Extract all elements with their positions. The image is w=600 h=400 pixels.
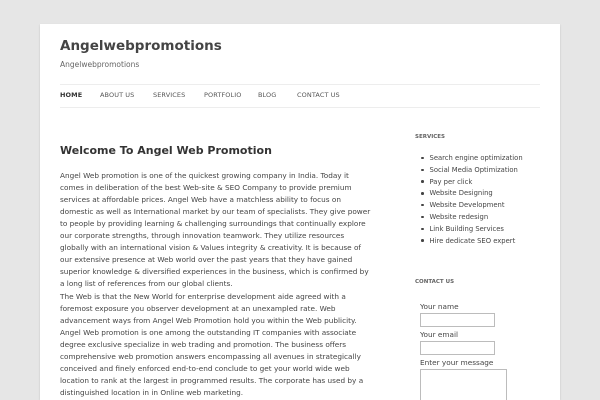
intro-paragraph <box>60 170 372 290</box>
message-textarea[interactable] <box>420 369 507 400</box>
service-link-development[interactable]: Website Development <box>421 200 523 212</box>
services-widget-title: SERVICES <box>415 134 446 140</box>
nav-item-blog[interactable]: BLOG <box>258 91 277 99</box>
web-paragraph <box>60 291 372 399</box>
services-list <box>421 153 523 247</box>
service-link-smo[interactable]: Social Media Optimization <box>421 165 523 177</box>
nav-item-services[interactable]: SERVICES <box>153 91 186 99</box>
service-link-designing[interactable]: Website Designing <box>421 188 523 200</box>
paragraph-text: Angel Web promotion is one of the quickest growing company in India. Today it comes in deliberation of the best Web-site & SEO Company to provide premium services at affordable prices. Angel Web have a matchless ability to focus on domestic as well as International market by our team of specialists. They give power to people by providing learning & challenging surroundings that continually explore our corporate strengths, through innovation teamwork. They utilize resources globally with an international vision & Values integrity & creativity. It is because of our extensive presence at Web world over the past years that they have gained superior knowledge & diversified experiences in the business, which is confirmed by a long list of references from our global clients. <box>60 171 371 288</box>
nav-item-about-us[interactable]: ABOUT US <box>100 91 135 99</box>
email-field[interactable] <box>420 341 495 355</box>
nav-item-home[interactable]: HOME <box>60 91 83 99</box>
page-container <box>40 24 560 400</box>
service-link-ppc[interactable]: Pay per click <box>421 177 523 189</box>
main-nav <box>60 84 540 108</box>
site-title[interactable]: Angelwebpromotions <box>60 38 222 54</box>
service-link-redesign[interactable]: Website redesign <box>421 212 523 224</box>
contact-widget-title: CONTACT US <box>415 279 455 285</box>
page-title: Welcome To Angel Web Promotion <box>60 144 272 157</box>
nav-item-contact-us[interactable]: CONTACT US <box>297 91 340 99</box>
site-tagline: Angelwebpromotions <box>60 60 140 69</box>
message-label: Enter your message <box>420 358 494 367</box>
service-link-hire-seo[interactable]: Hire dedicate SEO expert <box>421 236 523 248</box>
nav-item-portfolio[interactable]: PORTFOLIO <box>204 91 242 99</box>
name-field[interactable] <box>420 313 495 327</box>
service-link-link-building[interactable]: Link Building Services <box>421 224 523 236</box>
service-link-seo[interactable]: Search engine optimization <box>421 153 523 165</box>
paragraph-text: The Web is that the New World for enterprise development aide agreed with a foremost exposure you observer development at an unexampled rate. Web advancement ways from Angel Web Promotion hold you within the Web publicity. Angel Web promotion is one among the outstanding IT companies with associate degree exclusive specialize in web trading and promotion. The business offers comprehensive web promotion answers encompassing all avenues in strategically conceived and finely enforced end-to-end conclude to get your world wide web location to rank at the largest in programmed results. The corporate has used by a distinguished location in in Online web marketing. <box>60 292 364 397</box>
email-label: Your email <box>420 330 459 339</box>
name-label: Your name <box>420 302 459 311</box>
